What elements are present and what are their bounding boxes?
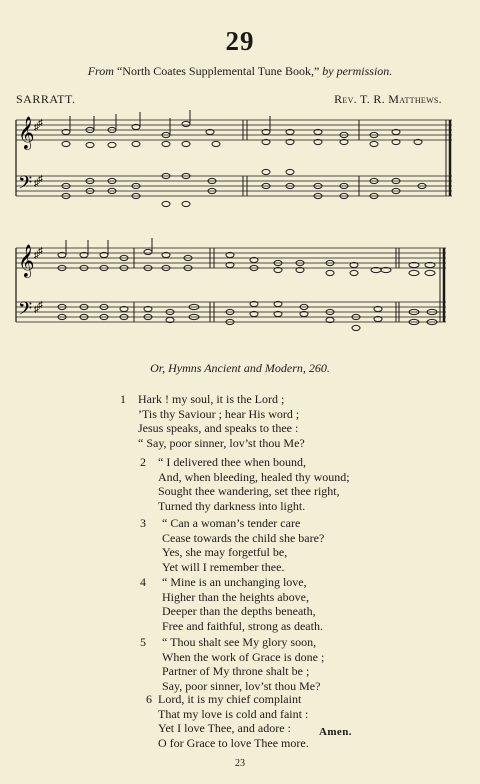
verse-number: 2	[140, 455, 146, 469]
verse-number: 3	[140, 516, 146, 530]
verse-line: Higher than the heights above,	[162, 589, 309, 604]
composer: Rev. T. R. Matthews.	[334, 92, 442, 106]
amen-label: Amen.	[319, 726, 352, 738]
treble-staff	[16, 120, 452, 140]
verse-line: And, when bleeding, healed thy wound;	[158, 469, 350, 484]
verse-line: “ Say, poor sinner, lov’st thou Me?	[138, 435, 305, 450]
credit-source: “North Coates Supplemental Tune Book,”	[113, 64, 323, 78]
verse-line: Free and faithful, strong as death.	[162, 618, 323, 633]
bass-clef-icon: 𝄢	[18, 173, 33, 198]
verse-line: Jesus speaks, and speaks to thee :	[138, 421, 299, 435]
bass-clef-icon: 𝄢	[18, 299, 33, 324]
verse-number: 6	[146, 692, 152, 706]
verse-6	[146, 692, 309, 750]
barlines	[16, 248, 444, 322]
credit-permission: by permission.	[322, 64, 393, 78]
verse-line: Lord, it is my chief complaint	[158, 692, 302, 706]
key-signature-sharp-icon: ♯	[38, 118, 43, 129]
credit-from: From	[87, 64, 114, 78]
verse-line: ’Tis thy Saviour ; hear His word ;	[138, 406, 300, 421]
tune-credit	[0, 64, 480, 79]
verse-3	[140, 516, 325, 574]
verse-line: Cease towards the child she bare?	[162, 530, 325, 545]
key-signature-sharp-icon: ♯	[38, 300, 43, 311]
music-system-1	[0, 108, 480, 226]
verse-line: Deeper than the depths beneath,	[162, 604, 316, 618]
verse-number: 4	[140, 575, 146, 589]
verse-line: Say, poor sinner, lov’st thou Me?	[162, 678, 321, 693]
hymns-ancient-modern-reference: Or, Hymns Ancient and Modern, 260.	[150, 361, 330, 375]
key-signature-sharp-icon: ♯	[38, 246, 43, 257]
verse-line: Yes, she may forgetful be,	[162, 545, 288, 559]
verse-line: Sought thee wandering, set thee right,	[158, 484, 340, 498]
page-number: 23	[235, 758, 245, 769]
verse-line: Turned thy darkness into light.	[158, 498, 306, 513]
treble-clef-icon: 𝄞	[18, 116, 35, 149]
key-signature-sharp-icon: ♯	[34, 304, 39, 315]
verse-line: “ Mine is an unchanging love,	[162, 575, 307, 589]
verse-line: Yet I love Thee, and adore :	[158, 721, 291, 735]
verse-line: Hark ! my soul, it is the Lord ;	[138, 392, 285, 406]
tune-name: SARRATT.	[16, 92, 76, 106]
bass-staff	[16, 176, 452, 196]
verse-5	[140, 635, 325, 693]
verse-line: “ Thou shalt see My glory soon,	[162, 635, 317, 649]
verse-2	[140, 455, 350, 513]
treble-clef-icon: 𝄞	[18, 244, 35, 277]
key-signature-sharp-icon: ♯	[34, 178, 39, 189]
barlines	[16, 120, 450, 196]
verse-number: 1	[120, 392, 126, 406]
key-signature-sharp-icon: ♯	[34, 122, 39, 133]
verse-4	[140, 575, 323, 633]
verse-line: Yet will I remember thee.	[162, 559, 285, 574]
hymn-number: 29	[225, 26, 255, 56]
music-system-2	[0, 236, 480, 346]
key-signature-sharp-icon: ♯	[38, 174, 43, 185]
verse-line: “ Can a woman’s tender care	[162, 516, 301, 530]
key-signature-sharp-icon: ♯	[34, 250, 39, 261]
verse-line: O for Grace to love Thee more.	[158, 735, 309, 750]
verse-line: When the work of Grace is done ;	[162, 649, 325, 664]
notes-system-1	[62, 110, 426, 207]
verse-line: “ I delivered thee when bound,	[158, 455, 306, 469]
verse-number: 5	[140, 635, 146, 649]
verse-line: That my love is cold and faint :	[158, 706, 309, 721]
verse-1	[120, 392, 305, 450]
verse-line: Partner of My throne shalt be ;	[162, 664, 310, 678]
